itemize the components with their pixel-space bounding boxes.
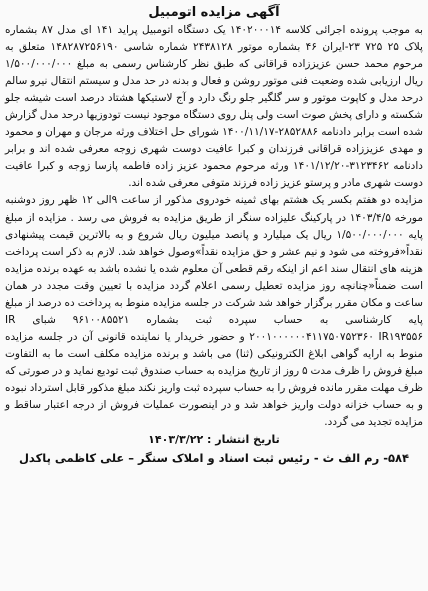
notice-footer: ۵۸۴- رم الف ث - رئیس ثبت اسناد و املاک سنگر – علی کاظمی پاکدل [18,451,410,466]
auction-notice [4,4,424,583]
notice-paragraph: مزایده دو هفتم بکسر یک هشتم بهای ثمینه خودروی مذکور از ساعت ۹الی ۱۲ ظهر روز دوشنبه مورخه ۱۴۰۳/۴/۵ در پارکینگ علیزاده سنگر از طریق مزایده به فروش می رسد . مزایده از مبلغ پایه ۱/۵۰۰/۰۰۰/۰۰۰ ریال یک میلیارد و پانصد میلیون ریال شروع و به بالاترین قیمت پیشنهادی نقداً«فروخته می شود و نیم عشر و حق مزایده نقداً»وصول خواهد شد. لازم به ذکر است پرداخت هزینه های انتقال سند اعم از اینکه رقم قطعی آن معلوم شده یا نشده باشد به عهده برنده مزایده است ضمناً«چنانچه روز مزایده تعطیل رسمی اعلام گردد مزایده با تعیین وقت مجدد در همان ساعت و مکان مقرر برگزار خواهد شد شرکت در جلسه مزایده منوط به پرداخت ده درصد از مبلغ پایه کارشناسی به حساب سپرده ثبت بشماره ۹۶۱۰۰۸۵۵۲۱ شبای IR ۲۰۰۱۰۰۰۰۰۰۴۱۱۷۵۰۷۵۲۳۶۰ IR۱۹۳۵۵۶ و حضور خریدار یا نماینده قانونی آن در جلسه مزایده منوط به ارایه گواهی ابلاغ الکترونیکی (ثنا) می باشد و برنده مزایده مکلف است ما به التفاوت مبلغ فروش را ظرف مدت ۵ روز از تاریخ مزایده به حساب صندوق ثبت تودیع نماید و در صورتی که ظرف مهلت مقرر مانده فروش را به حساب سپرده ثبت واریز نکند مبلغ مذکور قابل استرداد نبوده و به حساب خزانه دولت واریز خواهد شد و در اینصورت عملیات فروش از درجه اعتبار ساقط و مزایده تجدید می گردد. [5,194,424,429]
notice-paragraph: به موجب پرونده اجرائی کلاسه ۱۴۰۲۰۰۰۱۴ یک دستگاه اتومبیل پراید ۱۴۱ ای مدل ۸۷ بشماره پلاک ۲۵ ۷۲۵ ۲۳-ایران ۴۶ بشماره موتور ۲۴۳۸۱۲۸ شماره شاسی ۱۴۸۲۸۷۲۵۶۱۹۰ متعلق به مرحوم محمد حسن عزیززاده قراقانی که طبق نظر کارشناس رسمی به مبلغ ۱/۵۰۰/۰۰۰/۰۰۰ ریال ارزیابی شده وضعیت فنی موتور روشن و فعال و بدنه در حد مدل و سیستم انتقال نیرو سالم درحد مدل و کاپوت موتور و سر گلگیر جلو رنگ دارد و آج لاستیکها هشتاد درصد است شیشه جلو شکسته و دارای پخش صوت است ولی پنل روی دستگاه موجود نیست تودوزیها درحد مدل گزارش شده است برابر دادنامه ۲۸۵۲۸۸۶-۱۴۰۰/۱۱/۱۷ شورای حل اختلاف ورثه مرجان و مهران و محمود و مهدی عزیززاده قراقانی فرزندان و کبرا عافیت دوست شهری زوجه معرفی شده اند و برابر دادنامه ۳۱۲۳۴۶۲-۱۴۰۱/۱۲/۲۰ ورثه مرحوم محمود عزیز زاده فاطمه پازسا زوجه و کبرا عافیت دوست شهری مادر و پرستو عزیز زاده فرزند متوفی معرفی شده اند. [5,24,423,190]
notice-body [4,22,424,431]
publish-date: تاریخ انتشار : ۱۴۰۳/۳/۲۲ [148,433,280,447]
notice-title: آگهی مزایده اتومبیل [148,5,280,20]
